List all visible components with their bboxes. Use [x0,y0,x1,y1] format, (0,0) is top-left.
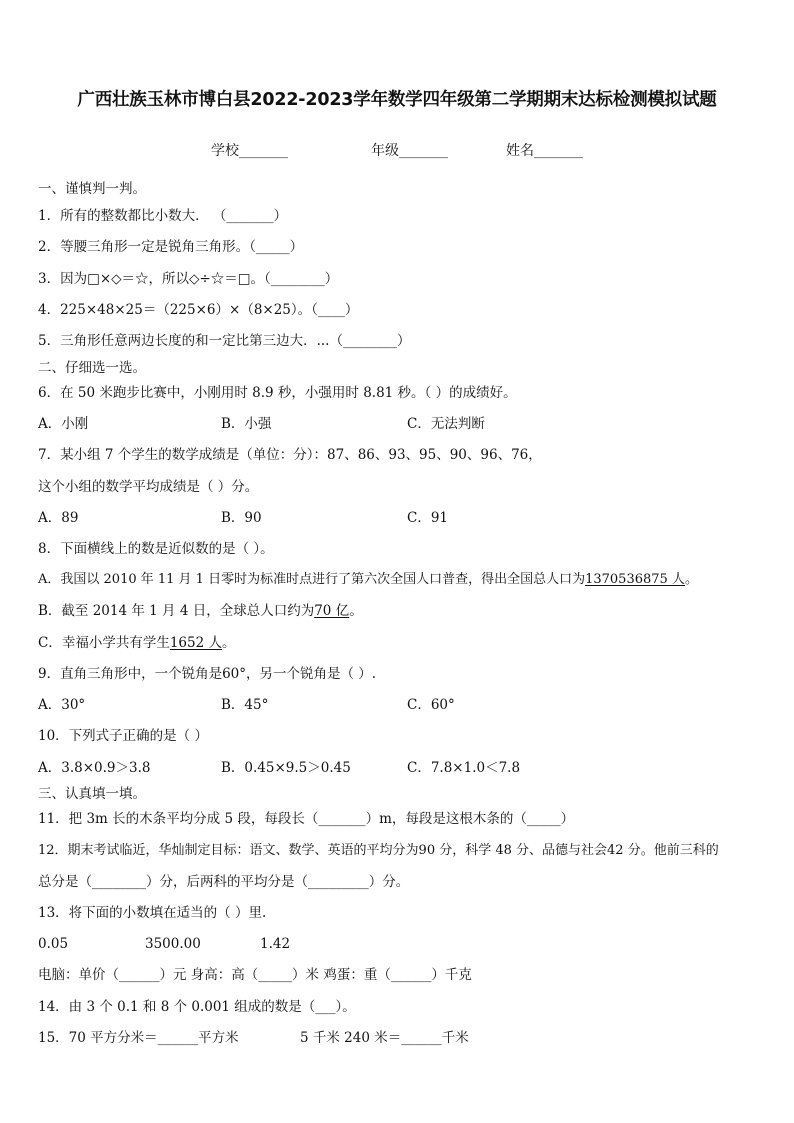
question-6: 6．在 50 米跑步比赛中，小刚用时 8.9 秒，小强用时 8.81 秒。（ ）的成绩好。 [38,385,517,401]
decimal-value-3: 1.42 [260,936,291,952]
question-3: 3．因为□×◇＝☆，所以◇÷☆＝□。（________） [38,271,339,287]
question-8-option-b [38,602,363,620]
page-title: 广西壮族玉林市博白县2022-2023学年数学四年级第二学期期末达标检测模拟试题 [77,90,717,110]
section-2-heading: 二、仔细选一选。 [38,360,146,376]
question-12-line-2: 总分是（________）分，后两科的平均分是（_________）分。 [38,874,410,890]
question-7-option-c: C．91 [407,510,449,526]
section-3-heading: 三、认真填一填。 [38,786,146,802]
question-7-option-b: B．90 [221,510,262,526]
question-2: 2．等腰三角形一定是锐角三角形。（_____） [38,239,304,255]
question-13: 13．将下面的小数填在适当的（ ）里. [38,905,267,921]
decimal-value-2: 3500.00 [145,936,201,952]
question-4: 4．225×48×25＝（225×6）×（8×25）。（____） [38,302,359,318]
question-9: 9．直角三角形中，一个锐角是60°，另一个锐角是（ ）. [38,666,377,682]
question-10-option-c: C．7.8×1.0＜7.8 [407,760,521,776]
option-text: A．我国以 2010 年 11 月 1 日零时为标准时点进行了第六次全国人口普查，得出全国总人口为 [38,572,586,587]
underlined-number: 1652 人 [169,635,222,651]
underlined-number: 1370536875 人 [585,572,685,587]
question-15-part-1: 15．70 平方分米＝______平方米 [38,1030,239,1046]
question-10-option-b: B．0.45×9.5＞0.45 [221,760,351,776]
question-12: 12．期末考试临近，华灿制定目标：语文、数学、英语的平均分为90 分，科学 48 分、品德与社会42 分。他前三科的 [38,843,719,858]
question-7-option-a: A．89 [38,510,79,526]
question-5: 5．三角形任意两边长度的和一定比第三边大．...（________） [38,333,411,349]
question-10: 10．下列式子正确的是（ ） [38,728,208,744]
question-10-option-a: A．3.8×0.9＞3.8 [38,760,151,776]
decimal-value-1: 0.05 [38,936,69,952]
question-9-option-b: B．45° [221,697,269,713]
question-6-option-a: A．小刚 [38,416,89,432]
question-8-option-c [38,634,236,652]
question-8: 8．下面横线上的数是近似数的是（ ）。 [38,541,274,557]
option-text-end: 。 [684,572,698,587]
question-15-part-2: 5 千米 240 米＝______千米 [300,1030,469,1046]
name-field[interactable]: 姓名_______ [506,143,583,159]
option-text-end: 。 [349,603,363,619]
question-13-blanks: 电脑：单价（______）元 身高：高（_____）米 鸡蛋：重（______）千克 [38,967,472,983]
question-11: 11．把 3m 长的木条平均分成 5 段，每段长（_______）m，每段是这根木条的（_____） [38,811,575,827]
question-7: 7．某小组 7 个学生的数学成绩是（单位：分）：87、86、93、95、90、96、76， [38,447,542,463]
question-9-option-c: C．60° [407,697,455,713]
section-1-heading: 一、谨慎判一判。 [38,181,146,197]
question-9-option-a: A．30° [38,697,86,713]
question-7-line-2: 这个小组的数学平均成绩是（ ）分。 [38,479,259,495]
question-1: 1．所有的整数都比小数大． （_______） [38,208,288,224]
option-text-end: 。 [222,635,236,651]
school-field[interactable]: 学校_______ [211,143,288,159]
question-6-option-b: B．小强 [221,416,272,432]
option-text: C．幸福小学共有学生 [38,635,170,651]
grade-field[interactable]: 年级_______ [371,143,448,159]
question-6-option-c: C．无法判断 [407,416,485,432]
question-8-option-a [38,571,698,589]
question-14: 14．由 3 个 0.1 和 8 个 0.001 组成的数是（___）。 [38,999,356,1015]
underlined-number: 70 亿 [314,603,350,619]
option-text: B．截至 2014 年 1 月 4 日，全球总人口约为 [38,603,315,619]
